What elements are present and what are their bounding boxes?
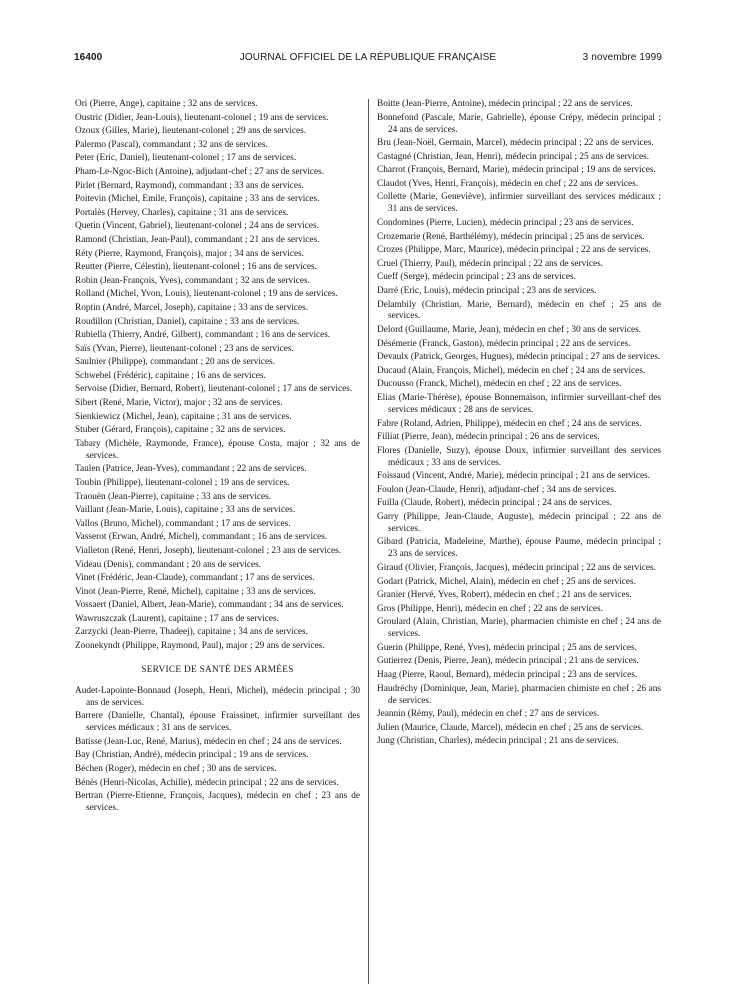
list-item: Audet-Lapointe-Bonnaud (Joseph, Henri, Michel), médecin principal ; 30 ans de services.	[75, 685, 360, 708]
list-item: Cueff (Serge), médecin principal ; 23 ans de services.	[377, 272, 576, 283]
list-item: Saulnier (Philippe), commandant ; 20 ans de services.	[75, 357, 276, 368]
list-item: Ducaud (Alain, François, Michel), médecin en chef ; 24 ans de services.	[377, 365, 646, 376]
list-item: Elias (Marie-Thérèse), épouse Bonnemaison, infirmier surveillant-chef des services médicaux ; 28 ans de services.	[377, 393, 661, 415]
list-item: Charrot (François, Bernard, Marie), médecin principal ; 19 ans de services.	[377, 165, 656, 176]
list-item: Cruel (Thierry, Paul), médecin principal ; 22 ans de services.	[377, 258, 604, 269]
list-item: Bénès (Henri-Nicolas, Achille), médecin principal ; 22 ans de services.	[75, 777, 339, 788]
list-item: Fuilla (Claude, Robert), médecin principal ; 24 ans de services.	[377, 498, 612, 509]
list-item: Peter (Eric, Daniel), lieutenant-colonel ; 17 ans de services.	[75, 153, 297, 164]
list-item: Delambily (Christian, Marie, Bernard), médecin en chef ; 25 ans de services.	[377, 299, 661, 322]
list-item: Vialleton (René, Henri, Joseph), lieutenant-colonel ; 23 ans de services.	[75, 545, 342, 556]
list-item: Crozemarie (René, Barthélémy), médecin principal ; 25 ans de services.	[377, 231, 645, 242]
list-item: Haag (Pierre, Raoul, Bernard), médecin principal ; 23 ans de services.	[377, 670, 638, 681]
list-item: Stuber (Gérard, François), capitaine ; 32 ans de services.	[75, 425, 286, 436]
list-item: Gros (Philippe, Henri), médecin en chef ; 22 ans de services.	[377, 603, 603, 614]
list-item: Vinet (Frédéric, Jean-Claude), commandant ; 17 ans de services.	[75, 573, 315, 584]
list-item: Jeannin (Rémy, Paul), médecin en chef ; 27 ans de services.	[377, 709, 600, 720]
list-item: Zarzycki (Jean-Pierre, Thadeej), capitaine ; 34 ans de services.	[75, 627, 308, 638]
list-item: Sienkiewicz (Michel, Jean), capitaine ; 31 ans de services.	[75, 411, 292, 422]
list-item: Ozoux (Gilles, Marie), lieutenant-colonel ; 29 ans de services.	[75, 126, 307, 137]
list-item: Vasserot (Erwan, André, Michel), commandant ; 16 ans de services.	[75, 532, 328, 543]
list-item: Bay (Christian, André), médecin principal ; 19 ans de services.	[75, 750, 309, 761]
list-item: Palermo (Pascal), commandant ; 32 ans de services.	[75, 139, 268, 150]
list-item: Castagné (Christian, Jean, Henri), médecin principal ; 25 ans de services.	[377, 151, 650, 162]
page-header	[74, 52, 662, 68]
list-item: Boitte (Jean-Pierre, Antoine), médecin principal ; 22 ans de services.	[377, 99, 633, 109]
list-item: Foulon (Jean-Claude, Henri), adjudant-chef ; 34 ans de services.	[377, 484, 617, 495]
list-item: Condomines (Pierre, Lucien), médecin principal ; 23 ans de services.	[377, 217, 634, 228]
journal-title: JOURNAL OFFICIEL DE LA RÉPUBLIQUE FRANÇAISE	[239, 52, 497, 63]
list-item: Schwebel (Frédéric), capitaine ; 16 ans de services.	[75, 370, 266, 381]
list-item: Gutierrez (Denis, Pierre, Jean), médecin principal ; 21 ans de services.	[377, 656, 639, 667]
list-item: Ducousso (Franck, Michel), médecin en chef ; 22 ans de services.	[377, 379, 622, 390]
list-item: Pham-Le-Ngoc-Bich (Antoine), adjudant-chef ; 27 ans de services.	[75, 166, 325, 177]
list-item: Haudréchy (Dominique, Jean, Marie), pharmacien chimiste en chef ; 26 ans de services.	[377, 683, 661, 706]
list-item: Saïs (Yvan, Pierre), lieutenant-colonel ; 23 ans de services.	[75, 343, 294, 354]
list-item: Gibard (Patricia, Madeleine, Marthe), épouse Paume, médecin principal ; 23 ans de services.	[377, 537, 661, 560]
list-item: Groulard (Alain, Christian, Marie), pharmacien chimiste en chef ; 24 ans de services.	[377, 617, 661, 640]
issue-date: 3 novembre 1999	[582, 52, 662, 63]
list-item: Wawruszczak (Laurent), capitaine ; 17 ans de services.	[75, 613, 279, 624]
list-item: Rubiella (Thierry, André, Gilbert), commandant ; 16 ans de services.	[75, 330, 331, 341]
list-item: Rolland (Michel, Yvon, Louis), lieutenant-colonel ; 19 ans de services.	[75, 289, 338, 300]
list-item: Portalès (Hervey, Charles), capitaine ; 31 ans de services.	[75, 207, 289, 218]
list-item: Vaillant (Jean-Marie, Louis), capitaine ; 33 ans de services.	[75, 505, 296, 516]
list-item: Barrere (Danielle, Chantal), épouse Fraissinet, infirmier surveillant des services médicaux ; 31 ans de services.	[75, 711, 360, 734]
list-item: Taulen (Patrice, Jean-Yves), commandant ; 22 ans de services.	[75, 464, 307, 475]
list-item: Oustric (Didier, Jean-Louis), lieutenant-colonel ; 19 ans de services.	[75, 112, 329, 123]
list-item: Guerin (Philippe, René, Yves), médecin principal ; 25 ans de services.	[377, 642, 637, 653]
list-item: Vallos (Bruno, Michel), commandant ; 17 ans de services.	[75, 518, 291, 529]
page-number: 16400	[74, 52, 103, 63]
list-item: Toubin (Philippe), lieutenant-colonel ; 19 ans de services.	[75, 477, 290, 488]
list-item: Crozes (Philippe, Marc, Maurice), médecin principal ; 22 ans de services.	[377, 245, 651, 256]
list-item: Robin (Jean-François, Yves), commandant ; 32 ans de services.	[75, 275, 310, 286]
list-item: Zoonekyndt (Philippe, Raymond, Paul), major ; 29 ans de services.	[75, 641, 325, 652]
list-item: Batisse (Jean-Luc, René, Marius), médecin en chef ; 24 ans de services.	[75, 736, 342, 747]
list-item: Vinot (Jean-Pierre, René, Michel), capitaine ; 33 ans de services.	[75, 586, 316, 597]
list-item: Bertran (Pierre-Etienne, François, Jacques), médecin en chef ; 23 ans de services.	[75, 791, 360, 814]
list-item: Videau (Denis), commandant ; 20 ans de services.	[75, 559, 262, 570]
list-item: Quetin (Vincent, Gabriel), lieutenant-colonel ; 24 ans de services.	[75, 221, 319, 232]
list-item: Vossaert (Daniel, Albert, Jean-Marie), commandant ; 34 ans de services.	[75, 600, 344, 611]
list-item: Bonnefond (Pascale, Marie, Gabrielle), épouse Crépy, médecin principal ; 24 ans de services.	[377, 112, 661, 135]
list-item: Ramond (Christian, Jean-Paul), commandant ; 21 ans de services.	[75, 234, 320, 245]
list-item: Flores (Danielle, Suzy), épouse Doux, infirmier surveillant des services médicaux ; 33 ans de services.	[377, 445, 661, 468]
list-item: Béchen (Roger), médecin en chef ; 30 ans de services.	[75, 764, 277, 775]
list-item: Pirlet (Bernard, Raymond), commandant ; 33 ans de services.	[75, 180, 305, 191]
list-item: Filliat (Pierre, Jean), médecin principal ; 26 ans de services.	[377, 432, 600, 443]
section-title: SERVICE DE SANTÉ DES ARMÉES	[141, 664, 294, 675]
list-item: Devaulx (Patrick, Georges, Hugues), médecin principal ; 27 ans de services.	[377, 352, 661, 363]
list-item: Réty (Pierre, Raymond, François), major ; 34 ans de services.	[75, 248, 305, 259]
list-item: Foissaud (Vincent, André, Marie), médecin principal ; 21 ans de services.	[377, 471, 651, 482]
list-item: Darré (Eric, Louis), médecin principal ; 23 ans de services.	[377, 285, 597, 296]
list-item: Désémerie (Franck, Gaston), médecin principal ; 22 ans de services.	[377, 338, 631, 349]
list-item: Tabary (Michèle, Raymonde, France), épouse Costa, major ; 32 ans de services.	[75, 438, 360, 461]
list-item: Fabre (Roland, Adrien, Philippe), médecin en chef ; 24 ans de services.	[377, 418, 642, 429]
list-item: Jung (Christian, Charles), médecin principal ; 21 ans de services.	[377, 736, 619, 747]
list-item: Roptin (André, Marcel, Joseph), capitaine ; 33 ans de services.	[75, 302, 309, 313]
list-item: Sibert (René, Marie, Victor), major ; 32 ans de services.	[75, 398, 283, 409]
list-item: Delord (Guillaume, Marie, Jean), médecin en chef ; 30 ans de services.	[377, 325, 642, 336]
list-item: Granier (Hervé, Yves, Robert), médecin en chef ; 21 ans de services.	[377, 590, 632, 601]
left-column	[75, 99, 360, 817]
list-item: Bru (Jean-Noël, Germain, Marcel), médecin principal ; 22 ans de services.	[377, 138, 654, 149]
list-item: Garry (Philippe, Jean-Claude, Auguste), médecin principal ; 22 ans de services.	[377, 511, 661, 534]
list-item: Giraud (Olivier, François, Jacques), médecin principal ; 22 ans de services.	[377, 562, 656, 573]
list-item: Claudot (Yves, Henri, François), médecin en chef ; 22 ans de services.	[377, 178, 639, 189]
list-item: Poitevin (Michel, Emile, François), capitaine ; 33 ans de services.	[75, 194, 320, 205]
list-item: Godart (Patrick, Michel, Alain), médecin en chef ; 25 ans de services.	[377, 576, 636, 587]
list-item: Servoise (Didier, Bernard, Robert), lieutenant-colonel ; 17 ans de services.	[75, 384, 353, 395]
list-item: Collette (Marie, Geneviève), infirmier surveillant des services médicaux ; 31 ans de services.	[377, 192, 661, 215]
list-item: Ori (Pierre, Ange), capitaine ; 32 ans de services.	[75, 99, 258, 109]
column-divider	[368, 99, 369, 984]
right-column	[377, 99, 661, 750]
list-item: Traouën (Jean-Pierre), capitaine ; 33 ans de services.	[75, 491, 272, 502]
list-item: Julien (Maurice, Claude, Marcel), médecin en chef ; 25 ans de services.	[377, 722, 644, 733]
list-item: Roudillon (Christian, Daniel), capitaine ; 33 ans de services.	[75, 316, 300, 327]
list-item: Reutter (Pierre, Célestin), lieutenant-colonel ; 16 ans de services.	[75, 262, 317, 273]
